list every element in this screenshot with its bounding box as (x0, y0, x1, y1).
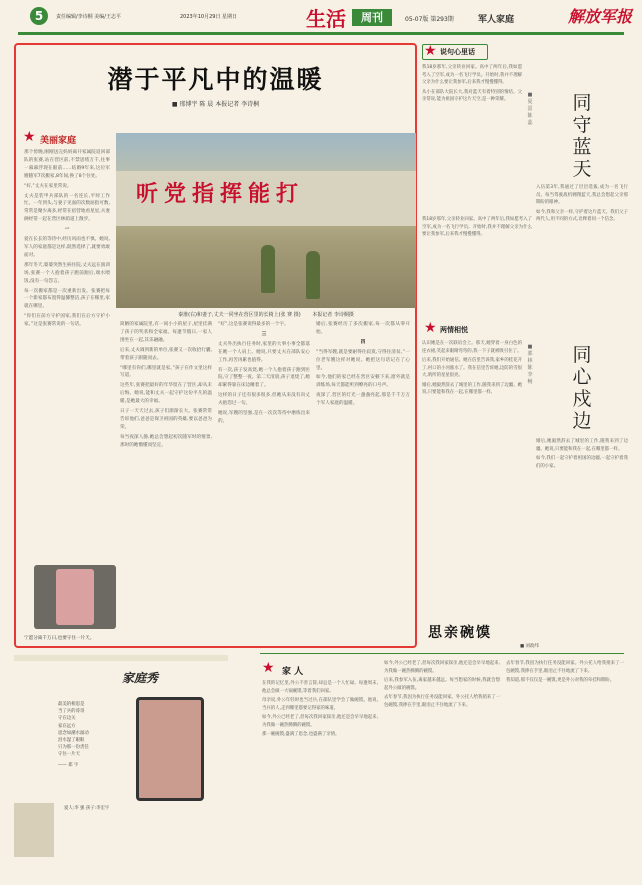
section-rule (260, 653, 624, 654)
paragraph: “好,”丈夫在家里常说。 (24, 183, 72, 189)
paragraph: 她说,军嫂的坚强,是在一次次等待中磨炼出来的。 (218, 411, 310, 424)
poem-line: 只为那一份责任 (58, 745, 89, 751)
paragraph: 丈夫外出执行任务时,家里的大事小事全都落在她一个人肩上。她说,只要丈夫在部队安心工作,再苦再累也值得。 (218, 341, 310, 363)
paragraph: “好”,这是张赛说得最多的一个字。 (218, 322, 289, 327)
bottom-column-2 (384, 660, 500, 880)
paragraph: 我18岁那年,父亲转业回家。高中了两年后,我如愿考入了空军,成为一名飞行学员。开始时,我并不理解父亲为什么要让我参军,后来我才慢慢懂得。 (422, 65, 522, 85)
bottom-column-3 (506, 660, 624, 880)
paragraph: 如今,他们的家已经在营区安顿下来,窗外就是训练场,每天都能听到嘹亮的口号声。 (316, 375, 410, 389)
person-figure (261, 245, 275, 293)
article-column-4 (316, 321, 410, 639)
paragraph: 入伍第3年,我通过了层层选拔,成为一名飞行员。每当驾驶战机翱翔蓝天,我总会想起父亲那期盼的眼神。 (536, 185, 628, 205)
editor-credit: 责任编辑/李诗桐 美编/王志平 (56, 14, 121, 20)
article1-column-a (422, 64, 522, 214)
paragraph: 婚后,张赛经历了多次搬家,每一次都从零开始。 (316, 322, 410, 335)
paragraph: 简陋的家属院里,有一间小小的屋子,屋里挂满了孩子的奖状和全家福。每逢节假日,一家人围坐在一起,其乐融融。 (120, 322, 212, 343)
paragraph: 这些年,张赛把最好的年华留在了营区,却从未后悔。她说,能和丈夫一起守护这份平凡的温暖,是她最大的幸福。 (120, 383, 212, 405)
photo-credit: 本报记者 李诗桐摄 (312, 312, 354, 318)
issue-date: 2023年10月29日 星期日 (180, 14, 238, 20)
poem-line: 泪水湿了眼眶 (58, 738, 85, 744)
article-column-3 (218, 321, 310, 639)
phone-screen (56, 569, 94, 625)
paragraph: 去年春节,我因为执行任务没能回家。外公托人给我捎来了一包碗馍,我捧在手里,眼泪止不住地流了下来。 (506, 661, 624, 674)
section-heading-mutual-love: 两情相悦 (440, 326, 468, 334)
paragraph: 日子一天天过去,孩子们渐渐长大。张赛常常告诉他们,爸爸是保卫祖国的英雄,要以爸爸为荣。 (120, 409, 212, 430)
paragraph: 那年冬天,婆婆突然生病住院,丈夫远在演训场,张赛一个人抱着孩子跑前跑后,端水喂饭,没有一句怨言。 (24, 262, 110, 284)
paragraph: 那一碗碗馍,盛满了思念,也盛满了亲情。 (262, 732, 340, 737)
feature-title: 家庭秀 (122, 671, 159, 685)
article-title-thinking-of-family: 思亲碗馍 (428, 625, 492, 641)
section-heading-family: 家 人 (282, 667, 304, 677)
article1-author: ■ 夏 雷 陈 蕊 (527, 92, 533, 126)
paragraph: 婚后,她毅然辞去了城里的工作,随我来到了边疆。她说,只要能和我在一起,在哪里都一样。 (536, 439, 628, 452)
star-icon: ★ (23, 129, 36, 145)
subsection-number: 四 (360, 339, 366, 345)
issue-number: 05-07版 第293期 (405, 16, 454, 23)
paragraph: 我18岁那年,父亲转业回家。高中了两年后,我如愿考入了空军,成为一名飞行学员。开始时,我并不理解父亲为什么要让我参军,后来我才慢慢懂得。 (422, 217, 532, 237)
family-show-section (14, 655, 228, 885)
paragraph: 如今,外公已经老了,但每次我回家探亲,他还是会早早地起来,为我做一碗热腾腾的碗馍。 (262, 715, 378, 728)
paragraph: “哪里有你们,哪里就是家。”孩子在作文里这样写道。 (120, 365, 212, 379)
section-name: 军人家庭 (478, 15, 515, 25)
section-heading-heartfelt-words: 说句心里话 (440, 48, 475, 56)
person-figure (306, 251, 320, 299)
subsection-number: 一 (64, 227, 70, 233)
article2-column-b (536, 438, 628, 622)
section-heading-beautiful-family: 美丽家庭 (40, 136, 77, 146)
brand-title: 生活 (306, 7, 346, 31)
star-icon: ★ (262, 660, 275, 676)
article2-column-a (422, 340, 522, 620)
paragraph: 认识她是在一次联谊会上。那天,她穿着一身白色的连衣裙,笑起来眼睛弯弯的,我一下子就被吸引住了。 (422, 341, 522, 354)
header-rule (18, 32, 624, 35)
article1-column-b (536, 184, 628, 294)
article2-title: 同心戍边 (572, 344, 592, 432)
section-band (14, 655, 228, 661)
article-column-2 (120, 321, 212, 639)
newspaper-logo: 解放军报 (568, 7, 633, 26)
inset-photo-video-call (34, 565, 116, 629)
article-author: ■ 刘政纬 (520, 644, 539, 649)
paragraph: 有一次,孩子发高烧,她一个人抱着孩子跑到医院,守了整整一夜。第二天清晨,孩子退烧了,她却累得靠在床边睡着了。 (218, 367, 310, 389)
paragraph: 那个傍晚,刚刚送完妈妈离开家属院返回部队的张赛,站在营区前,不禁思绪万千,往事一幕幕浮现在眼前……结婚9年来,这位军嫂随军7次搬家,8年间,换了8个住处。 (24, 150, 110, 179)
article1-title: 同守蓝天 (572, 92, 592, 180)
family-photo-phone (136, 697, 204, 801)
paragraph: 如今,我们一起守护着祖国的边疆,一起守护着我们的小家。 (536, 456, 628, 469)
article-photo (116, 133, 416, 308)
article2-author: ■ 郭林 陈 李 畅 (527, 344, 533, 385)
paragraph: 这样的日子还有很多很多,但她从来没有向丈夫抱怨过一句。 (218, 393, 310, 407)
poem-line: 最美的相思是 (58, 702, 85, 707)
right-column (422, 44, 628, 622)
subsection-number: 三 (261, 331, 267, 337)
paragraph: 在我的记忆里,外公不善言辞,却总是一个人忙碌。每逢周末,他总会做一大锅碗馍,等着我们回家。 (262, 681, 378, 694)
sub-quote: 宁愿分离千万日,也要守住一片天。 (24, 636, 95, 641)
star-icon: ★ (424, 320, 437, 336)
photo-caption-text: 秦淮(右)和妻子,丈夫一同坐在营区里的长椅上(张 赛 摄) (178, 312, 301, 318)
family-thumbnail (14, 803, 54, 857)
page-header (0, 0, 642, 34)
poem-line: 当了兵的哥哥 (58, 709, 85, 715)
article-column-1 (24, 149, 110, 561)
family-note: 爱人:李 强 孩子:李宏宇 (64, 806, 110, 811)
paragraph: 每当夜深人静,她总会想起初次随军时的情景,那时的她懵懂而坚定。 (120, 434, 212, 448)
paragraph: 丈夫是装甲兵部队的一名连长,平时工作忙。一年到头,与妻子见面的次数屈指可数,常常是聚少离多,经常在宿营地看星星,夫妻俩经常一起在营区林荫道上散步。 (24, 193, 110, 223)
page-number: 5 (30, 7, 48, 25)
paragraph: 婚后,她毅然辞去了城里的工作,随我来到了边疆。她说,只要能和我在一起,在哪里都一样。 (422, 382, 522, 395)
paragraph: 从小在部队大院长大,我对蓝天有着特别的情结。父亲常说,能为祖国守护这片天空,是一种荣耀。 (422, 89, 522, 102)
paragraph: 每一次搬家都是一次重新出发。张赛把每一个新家都布置得温馨整洁,孩子在哪里,家就在哪里。 (24, 288, 110, 310)
poem (58, 701, 128, 769)
poem-author: —— 郑 宇 (58, 762, 79, 768)
poem-line: 家在远方 (58, 723, 76, 729)
photo-slogan: 听党指挥能打 (136, 181, 305, 207)
article1-column-c (422, 216, 532, 312)
paragraph: 爱在长长的等待中,经历风雨也不惧。她说,军人的家庭都是这样,既然选择了,就要勇敢面对。 (24, 237, 110, 258)
paragraph: 去年春节,我因为执行任务没能回家。外公托人给我捎来了一包碗馍,我捧在手里,眼泪止不住地流了下来。 (384, 695, 500, 708)
main-article[interactable] (14, 43, 417, 648)
paragraph: 如今,我和父亲一样,守护着这片蓝天。我们父子两代人,用不同的方式,诠释着同一个信念。 (536, 209, 628, 222)
article-title: 潜于平凡中的温暖 (107, 65, 324, 94)
poem-line: 思念如潮水涌动 (58, 730, 89, 736)
star-icon: ★ (424, 43, 437, 59)
paragraph: 夜深了,营区的灯光一盏盏亮起,那是千千万万个军人家庭的温暖。 (316, 393, 410, 407)
paragraph: 后来,我参军入伍,离家越来越远。每当想家的时候,我就会想起外公做的碗馍。 (384, 678, 500, 691)
brand-subtitle: 周刊 (352, 9, 392, 26)
photo-caption (116, 311, 416, 318)
poem-line: 守在边关 (58, 716, 76, 722)
paragraph: 后来,丈夫调到新的单位,张赛又一次收拾行囊,带着孩子跟随而去。 (120, 347, 212, 361)
paragraph: “当得军嫂,就是要耐得住寂寞,守得住清贫。”一位老军嫂这样对她说。她把这句话记在了心里。 (316, 349, 410, 371)
paragraph: 后来,我们开始通信。她在信里告诉我,家乡的桂花开了,村口的小河涨水了。我在信里告诉她,边防的雪很大,哨所的星星很亮。 (422, 358, 522, 378)
paragraph: 母亲说,外公年轻时也当过兵,在部队里学会了做碗馍。他说,当兵的人,走到哪里都要记得家的味道。 (262, 698, 378, 711)
bottom-column-1 (262, 680, 378, 880)
poem-line: 守住一片天 (58, 752, 80, 758)
article-byline: ■ 邢博宇 陈 晨 本报记者 李诗桐 (171, 101, 260, 108)
paragraph: “你们在前方守护国家,我们在后方守护小家。”这是张赛常说的一句话。 (24, 314, 110, 328)
paragraph: 我知道,那不仅仅是一碗馍,更是外公对我的牵挂和期盼。 (506, 678, 615, 683)
paragraph: 如今,外公已经老了,但每次我回家探亲,他还是会早早地起来,为我做一碗热腾腾的碗馍。 (384, 661, 500, 674)
